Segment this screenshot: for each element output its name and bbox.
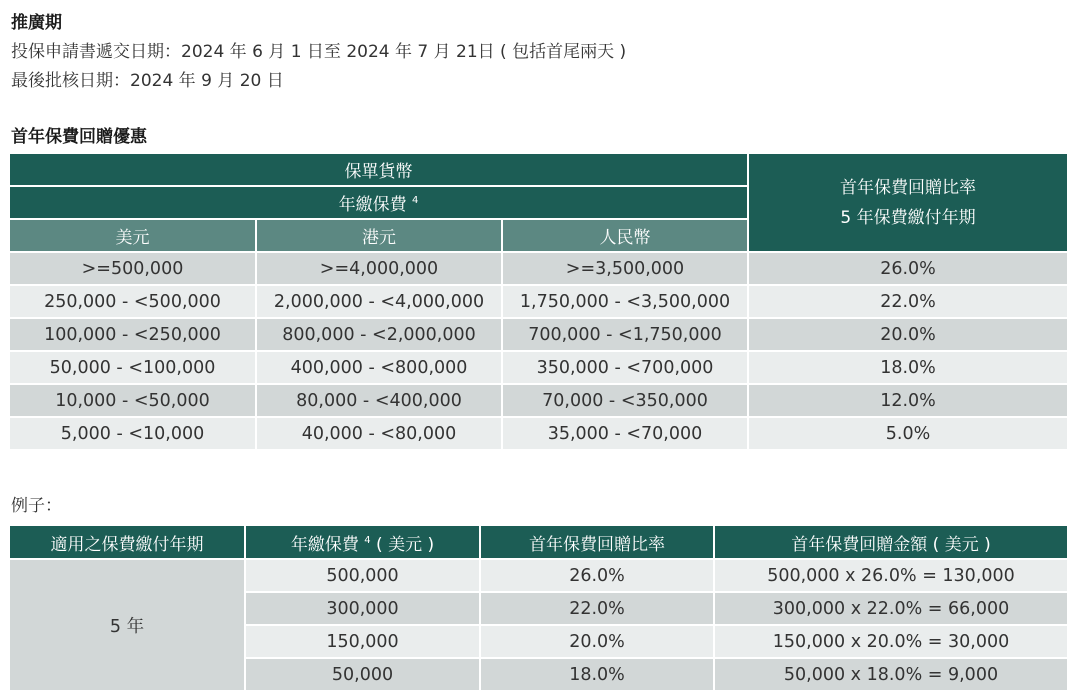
table-row: [10, 417, 1068, 450]
footnote-marker: 4: [364, 534, 371, 546]
cell-hkd: 80,000 - <400,000: [256, 384, 502, 417]
table-row: [10, 559, 1068, 592]
table-row: [10, 384, 1068, 417]
cell-usd: 50,000 - <100,000: [10, 351, 256, 384]
cell-rmb: 70,000 - <350,000: [502, 384, 748, 417]
col-rebate-rate: 首年保費回贈比率: [480, 526, 714, 559]
cell-usd: 5,000 - <10,000: [10, 417, 256, 450]
cell-rmb: 350,000 - <700,000: [502, 351, 748, 384]
col-payment-term: 適用之保費繳付年期: [10, 526, 245, 559]
header-annual-premium-label: 年繳保費: [338, 195, 407, 215]
cell-usd: 250,000 - <500,000: [10, 285, 256, 318]
cell-rate: 5.0%: [748, 417, 1068, 450]
cell-payment-term: 5 年: [10, 559, 245, 691]
cell-rmb: 700,000 - <1,750,000: [502, 318, 748, 351]
header-policy-currency: 保單貨幣: [10, 154, 748, 186]
rebate-rate-table: [10, 154, 1069, 451]
table-row: [10, 285, 1068, 318]
cell-premium: 300,000: [245, 592, 480, 625]
footnote-marker: 4: [412, 195, 419, 206]
promo-title: 推廣期: [11, 13, 62, 33]
col-rebate-amount: 首年保費回贈金額 ( 美元 ): [714, 526, 1068, 559]
cell-amount: 500,000 x 26.0% = 130,000: [714, 559, 1068, 592]
example-table: [10, 526, 1069, 692]
col-usd: 美元: [10, 219, 256, 252]
col-annual-premium: [245, 526, 480, 559]
header-rebate-rate-line2: 5 年保費繳付年期: [840, 207, 976, 228]
cell-hkd: >=4,000,000: [256, 252, 502, 285]
cell-rate: 26.0%: [748, 252, 1068, 285]
col-annual-premium-unit: ( 美元 ): [376, 534, 435, 555]
col-hkd: 港元: [256, 219, 502, 252]
cell-hkd: 2,000,000 - <4,000,000: [256, 285, 502, 318]
cell-premium: 500,000: [245, 559, 480, 592]
cell-rate: 18.0%: [480, 658, 714, 691]
cell-rmb: 1,750,000 - <3,500,000: [502, 285, 748, 318]
cell-rate: 12.0%: [748, 384, 1068, 417]
cell-usd: 10,000 - <50,000: [10, 384, 256, 417]
cell-rmb: 35,000 - <70,000: [502, 417, 748, 450]
application-period-text: 投保申請書遞交日期：2024 年 6 月 1 日至 2024 年 7 月 21日 ( 包括首尾兩天 ): [11, 42, 627, 62]
cell-rate: 26.0%: [480, 559, 714, 592]
table-row: [10, 252, 1068, 285]
header-rebate-rate-line1: 首年保費回贈比率: [840, 177, 976, 198]
table-row: [10, 351, 1068, 384]
cell-amount: 150,000 x 20.0% = 30,000: [714, 625, 1068, 658]
cell-usd: >=500,000: [10, 252, 256, 285]
cell-rmb: >=3,500,000: [502, 252, 748, 285]
col-rmb: 人民幣: [502, 219, 748, 252]
cell-rate: 20.0%: [748, 318, 1068, 351]
cell-rate: 22.0%: [480, 592, 714, 625]
cell-rate: 22.0%: [748, 285, 1068, 318]
header-rebate-rate: [748, 154, 1068, 252]
cell-amount: 50,000 x 18.0% = 9,000: [714, 658, 1068, 691]
cell-hkd: 400,000 - <800,000: [256, 351, 502, 384]
cell-usd: 100,000 - <250,000: [10, 318, 256, 351]
cell-rate: 18.0%: [748, 351, 1068, 384]
cell-premium: 50,000: [245, 658, 480, 691]
example-title: 例子：: [11, 496, 62, 516]
cell-premium: 150,000: [245, 625, 480, 658]
col-annual-premium-label: 年繳保費: [290, 534, 359, 555]
approval-date-text: 最後批核日期：2024 年 9 月 20 日: [11, 71, 284, 91]
cell-hkd: 40,000 - <80,000: [256, 417, 502, 450]
offer-title: 首年保費回贈優惠: [11, 127, 147, 147]
header-annual-premium: [10, 186, 748, 219]
cell-rate: 20.0%: [480, 625, 714, 658]
cell-amount: 300,000 x 22.0% = 66,000: [714, 592, 1068, 625]
cell-hkd: 800,000 - <2,000,000: [256, 318, 502, 351]
table-row: [10, 318, 1068, 351]
